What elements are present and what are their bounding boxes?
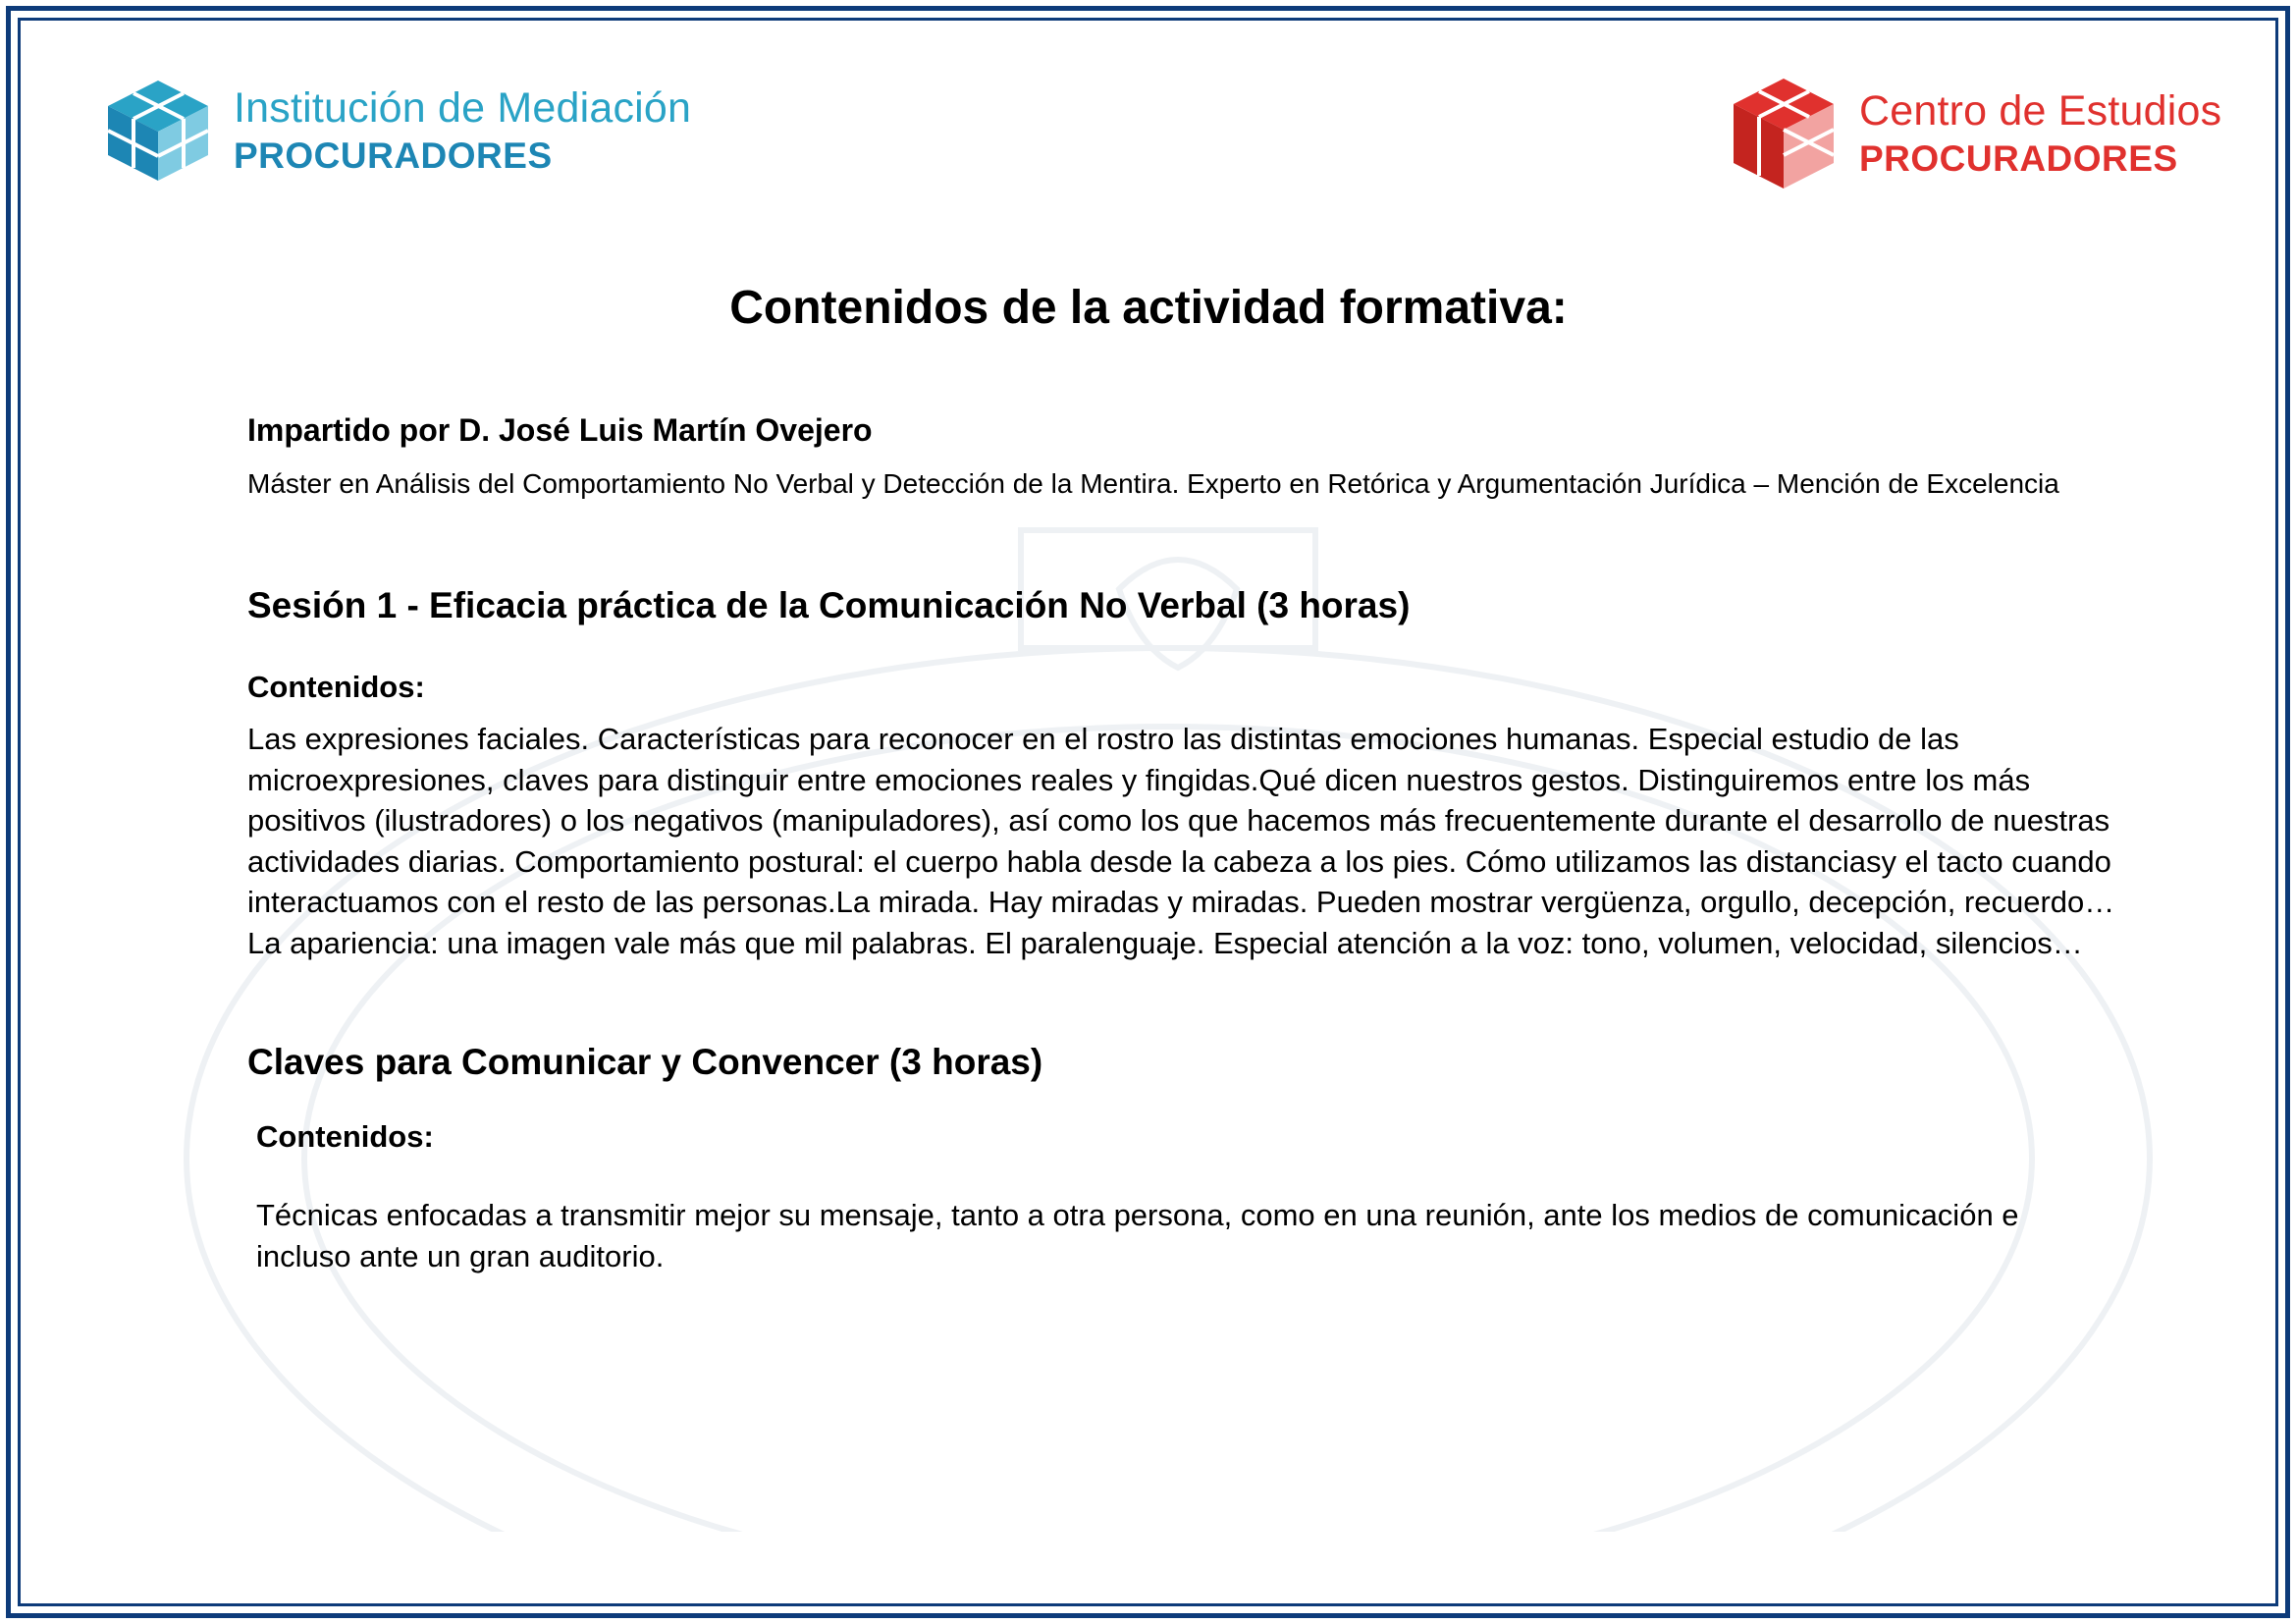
session-1-title: Sesión 1 - Eficacia práctica de la Comunicación No Verbal (3 horas) — [247, 585, 1411, 625]
instructor-credentials: Máster en Análisis del Comportamiento No Verbal y Detección de la Mentira. Experto en Retórica y Argumentación Jurídica – Mención de Excelencia — [247, 468, 2059, 499]
session-1-contents-label: Contenidos: — [247, 670, 425, 704]
logo-left-line2: PROCURADORES — [234, 135, 553, 176]
blue-cube-icon — [104, 77, 212, 185]
logo-right-line1: Centro de Estudios — [1859, 87, 2222, 135]
instructor-name: Impartido por D. José Luis Martín Ovejero — [247, 412, 873, 448]
logo-right-line2: PROCURADORES — [1859, 138, 2178, 179]
session-2-contents-body: Técnicas enfocadas a transmitir mejor su mensaje, tanto a otra persona, como en una reunión, ante los medios de comunicación e incluso ante un gran auditorio. — [256, 1198, 2019, 1273]
logo-institucion-mediacion — [104, 77, 691, 185]
logo-left-line1: Institución de Mediación — [234, 84, 692, 132]
red-cube-icon — [1730, 77, 1838, 190]
logo-centro-estudios — [1730, 77, 2221, 190]
session-2-contents-label: Contenidos: — [256, 1119, 434, 1154]
session-1-contents-body: Las expresiones faciales. Características para reconocer en el rostro las distintas emociones humanas. Especial estudio de las microexpresiones, claves para distinguir entre emociones reales y fingidas.Qué dicen nuestros gestos. Distinguiremos entre los más positivos (ilustradores) o los negativos (manipuladores), así como los que hacemos más frecuentemente durante el desarrollo de nuestras actividades diarias. Comportamiento postural: el cuerpo habla desde la cabeza a los pies. Cómo utilizamos las distanciasy el tacto cuando interactuamos con el resto de las personas.La mirada. Hay miradas y miradas. Pueden mostrar vergüenza, orgullo, decepción, recuerdo… La apariencia: una imagen vale más que mil palabras. El paralenguaje. Especial atención a la voz: tono, volumen, velocidad, silencios… — [247, 722, 2115, 960]
session-2-title: Claves para Comunicar y Convencer (3 horas) — [247, 1042, 1043, 1082]
page-title: Contenidos de la actividad formativa: — [729, 282, 1568, 334]
